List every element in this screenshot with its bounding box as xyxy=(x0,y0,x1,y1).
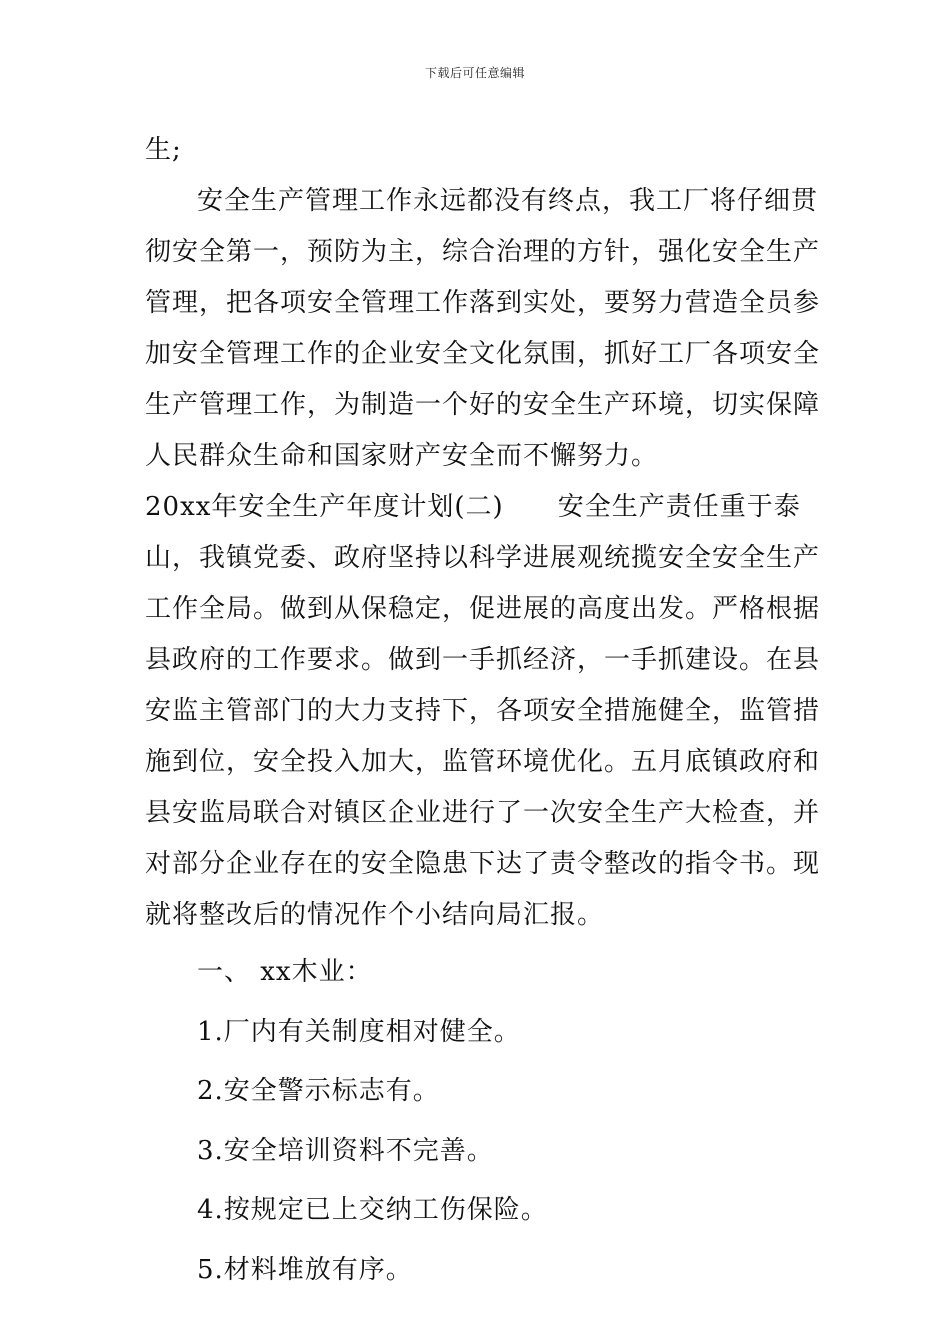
list-item: 4.按规定已上交纳工伤保险。 xyxy=(197,1195,548,1225)
paragraph-continuation: 生; xyxy=(145,135,182,165)
list-item: 5.材料堆放有序。 xyxy=(197,1254,413,1285)
list-item: 1.厂内有关制度相对健全。 xyxy=(197,1016,521,1047)
inspection-list xyxy=(145,947,835,1296)
list-item: 3.安全培训资料不完善。 xyxy=(197,1135,494,1166)
section-heading: 一、 xx木业： xyxy=(197,957,373,987)
paragraph-safety-management: 安全生产管理工作永远都没有终点，我工厂将仔细贯彻安全第一，预防为主，综合治理的方针，强化安全生产管理，把各项安全管理工作落到实处，要努力营造全员参加安全管理工作的企业安全文化氛围，抓好工厂各项安全生产管理工作，为制造一个好的安全生产环境，切实保障人民群众生命和国家财产安全而不懈努力。 xyxy=(145,186,821,471)
document-body xyxy=(145,125,835,1296)
paragraph-annual-plan: 20xx年安全生产年度计划(二) 安全生产责任重于泰山，我镇党委、政府坚持以科学进展观统揽安全安全生产工作全局。做到从保稳定，促进展的高度出发。严格根据县政府的工作要求。做到一手抓经济，一手抓建设。在县安监主管部门的大力支持下，各项安全措施健全，监管措施到位，安全投入加大，监管环境优化。五月底镇政府和县安监局联合对镇区企业进行了一次安全生产大检查，并对部分企业存在的安全隐患下达了责令整改的指令书。现就将整改后的情况作个小结向局汇报。 xyxy=(145,492,821,930)
page-header-note: 下载后可任意编辑 xyxy=(424,66,525,80)
list-item: 2.安全警示标志有。 xyxy=(197,1076,440,1106)
